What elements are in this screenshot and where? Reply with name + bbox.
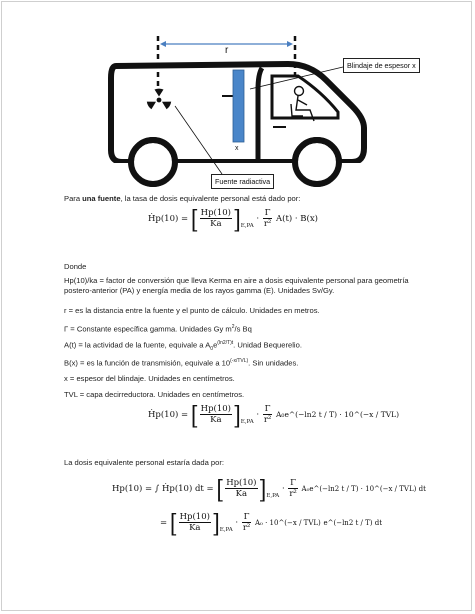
equation-dose-rate-expanded: Ḣp(10) = [ $\frac{Hp(10)}{Ka}$ ]$_{E,PA}$ · $\frac{\Gamma}{\text{r²}}$ A₀e^(−ln2 t / T) · 10^(−x / TVL) <box>148 399 400 430</box>
definition-hp: Hp(10)/ka = factor de conversión que lleva Kerma en aire a dosis equivalente personal para geometría postero-anterior (PA) y energía media de los rayos gamma (E). Unidades Sv/Gy. <box>64 276 409 295</box>
definition-gamma: Γ = Constante específica gamma. Unidades Gy $m^2/s$ Bq <box>64 324 252 334</box>
person-icon <box>291 87 314 122</box>
source-callout: Fuente radiactiva <box>211 174 274 189</box>
equation-dose-integral-line2: = [ $\frac{Hp(10)}{Ka}$ ]$_{E,PA}$ · $\frac{\Gamma}{\text{r²}}$ A₀ · 10^(−x / TVL) e^(−ln2 t / T) dt <box>160 507 383 538</box>
definition-x: x = espesor del blindaje. Unidades en centímetros. <box>64 374 235 383</box>
definition-transmission: B(x) = es la función de transmisión, equivale a $10^{(-x/TVL)}$. Sin unidades. <box>64 358 299 368</box>
shield-thickness-label: x <box>235 145 239 152</box>
dose-intro: La dosis equivalente personal estaría dada por: <box>64 458 224 467</box>
van-partition <box>258 68 262 162</box>
equation-dose-rate: Ḣp(10) = [ $\frac{Hp(10)}{Ka}$ ]$_{E,PA}$ · $\frac{\Gamma}{\text{r²}}$ A(t) · B(x) <box>148 203 318 234</box>
definition-r: r = es la distancia entre la fuente y el punto de cálculo. Unidades en metros. <box>64 306 320 315</box>
definition-tvl: TVL = capa decirreductora. Unidades en centímetros. <box>64 390 245 399</box>
shield-callout: Blindaje de espesor x <box>343 58 420 73</box>
radiation-icon <box>147 89 171 110</box>
intro-text: Para una fuente, la tasa de dosis equivalente personal está dado por: <box>64 194 301 203</box>
equation-dose-integral: Hp(10) = ∫ Ḣp(10) dt = [ $\frac{Hp(10)}{Ka}$ ]$_{E,PA}$ · $\frac{\Gamma}{\text{r²}}$ A₀e^(−ln2 t / T) · 10^(−x / TVL) dt <box>112 473 426 504</box>
shield-plate <box>233 70 244 142</box>
van-diagram <box>0 0 475 200</box>
definition-activity: A(t) = la actividad de la fuente, equivale a $A_0e^{(ln2/T)t}$. Unidad Bequerelio. <box>64 340 302 353</box>
donde-label: Donde <box>64 262 87 271</box>
distance-label: r <box>225 45 229 56</box>
